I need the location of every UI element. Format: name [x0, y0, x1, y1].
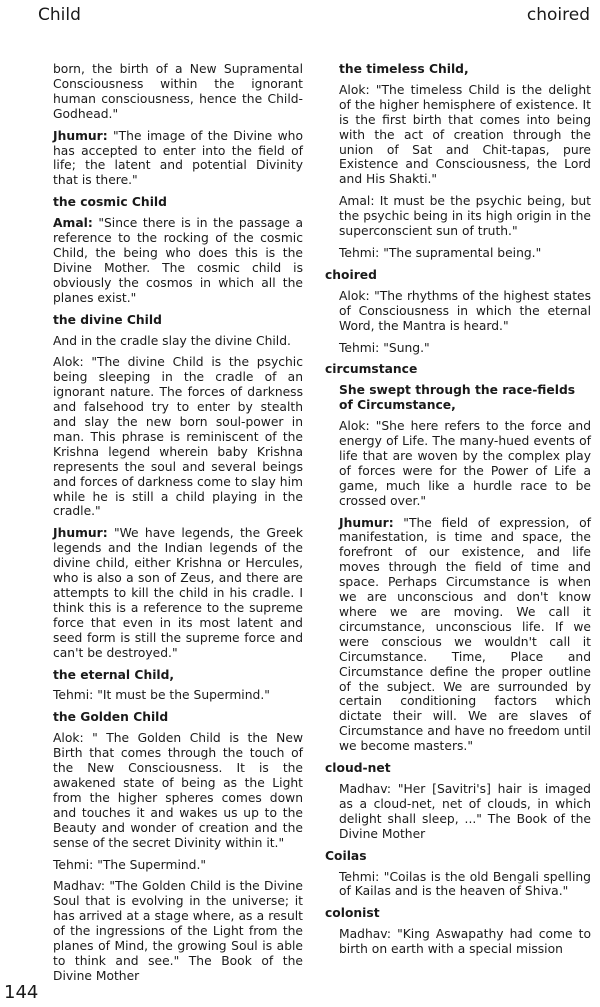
paragraph	[53, 129, 303, 189]
speaker-name: Jhumur:	[339, 515, 394, 530]
paragraph	[53, 526, 303, 660]
paragraph: Madhav: "King Aswapathy had come to birth on earth with a special mission	[339, 927, 591, 957]
paragraph: born, the birth of a New Supramental Consciousness within the ignorant human consciousness, hence the Child-Godhead."	[53, 62, 303, 121]
running-header-right: choired	[526, 5, 590, 25]
right-column	[325, 62, 591, 964]
paragraph: Tehmi: "Sung."	[339, 340, 430, 355]
paragraph	[53, 216, 303, 305]
paragraph: Alok: "The rhythms of the highest states of Consciousness in which the eternal Word, the Mantra is heard."	[339, 288, 591, 333]
speaker-name: Amal:	[53, 216, 93, 231]
paragraph-text: "The image of the Divine who has accepted to enter into the field of life; the latent and potential Divinity that is there."	[53, 128, 303, 188]
paragraph: Alok: " The Golden Child is the New Birth that comes through the touch of the New Consciousness. It is the awakened state of being as the Light from the higher spheres comes down and touches it and wakes us up to the Beauty and wonder of creation and the sense of the secret Divinity within it."	[53, 731, 303, 850]
page-number: 144	[4, 982, 39, 1003]
speaker-name: Jhumur:	[53, 526, 108, 541]
speaker-name: Jhumur:	[53, 128, 108, 143]
paragraph-text: "Since there is in the passage a reference to the rocking of the cosmic Child, the being who does this is the Divine Mother. The cosmic child is obviously the cosmos in which all the planes exist."	[53, 216, 303, 305]
paragraph: Tehmi: "The Supermind."	[53, 857, 207, 872]
subheading: the cosmic Child	[53, 195, 167, 210]
paragraph: Tehmi: "The supramental being."	[339, 245, 542, 260]
subheading: the Golden Child	[53, 710, 169, 725]
left-column	[53, 62, 303, 991]
keyword-heading: circumstance	[325, 362, 418, 377]
paragraph: Alok: "The timeless Child is the delight of the higher hemisphere of existence. It is the first birth that comes into being with the act of creation through the union of Sat and Chit-tapas, pure Existence and Consciousness, the Lord and His Shakti."	[339, 82, 591, 187]
paragraph	[325, 516, 591, 755]
paragraph: Madhav: "The Golden Child is the Divine Soul that is evolving in the universe; it has arrived at a stage where, as a result of the ingressions of the Light from the planes of Mind, the growing Soul is able to think and see." The Book of the Divine Mother	[53, 879, 303, 983]
paragraph: Alok: "The divine Child is the psychic being sleeping in the cradle of an ignorant nature. The forces of darkness and falsehood try to enter by stealth and slay the new born soul-power in man. This phrase is reminiscent of the Krishna legend wherein baby Krishna represents the soul and several beings and forces of darkness come to slay him while he is still a child playing in the cradle."	[53, 355, 303, 519]
paragraph: Alok: "She here refers to the force and energy of Life. The many-hued events of life that are woven by the complex play of forces were for the Power of Life a game, much like a hurdle race to be crossed over."	[339, 419, 591, 508]
paragraph: Madhav: "Her [Savitri's] hair is imaged as a cloud-net, net of clouds, in which delight shall sleep, ..." The Book of the Divine Mother	[339, 781, 591, 841]
subheading: She swept through the race-fields of Circumstance,	[339, 383, 576, 413]
paragraph: Tehmi: "Coilas is the old Bengali spelling of Kailas and is the heaven of Shiva."	[339, 869, 591, 899]
paragraph-text: "The field of expression, of manifestation, is time and space, the forefront of our existence, and life moves through the field of time and space. Perhaps Circumstance is when we are unconscious and don't know where we are moving. We call it circumstance, unconscious life. If we were conscious we wouldn't call it Circumstance. Time, Place and Circumstance define the proper outline of the subject. We are surrounded by certain conditioning factors which dictate their will. We are slaves of Circumstance and have no freedom until we become masters."	[339, 515, 591, 754]
keyword-heading: choired	[325, 267, 377, 282]
paragraph: And in the cradle slay the divine Child.	[53, 333, 291, 348]
paragraph: Tehmi: "It must be the Supermind."	[53, 688, 270, 703]
keyword-heading: colonist	[325, 906, 380, 921]
keyword-heading: cloud-net	[325, 761, 391, 776]
subheading: the timeless Child,	[339, 62, 469, 76]
keyword-heading: Coilas	[325, 848, 367, 863]
subheading: the eternal Child,	[53, 667, 175, 682]
subheading: the divine Child	[53, 312, 162, 327]
paragraph-text: "We have legends, the Greek legends and the Indian legends of the divine child, either Krishna or Hercules, who is also a son of Zeus, and there are attempts to kill the child in his cradle. I think this is a reference to the supreme force that even in its most latent and seed form is still the supreme force and can't be destroyed."	[53, 526, 303, 660]
paragraph: Amal: It must be the psychic being, but the psychic being in its high origin in the superconscient sun of truth."	[339, 194, 591, 239]
running-header-left: Child	[38, 5, 81, 25]
